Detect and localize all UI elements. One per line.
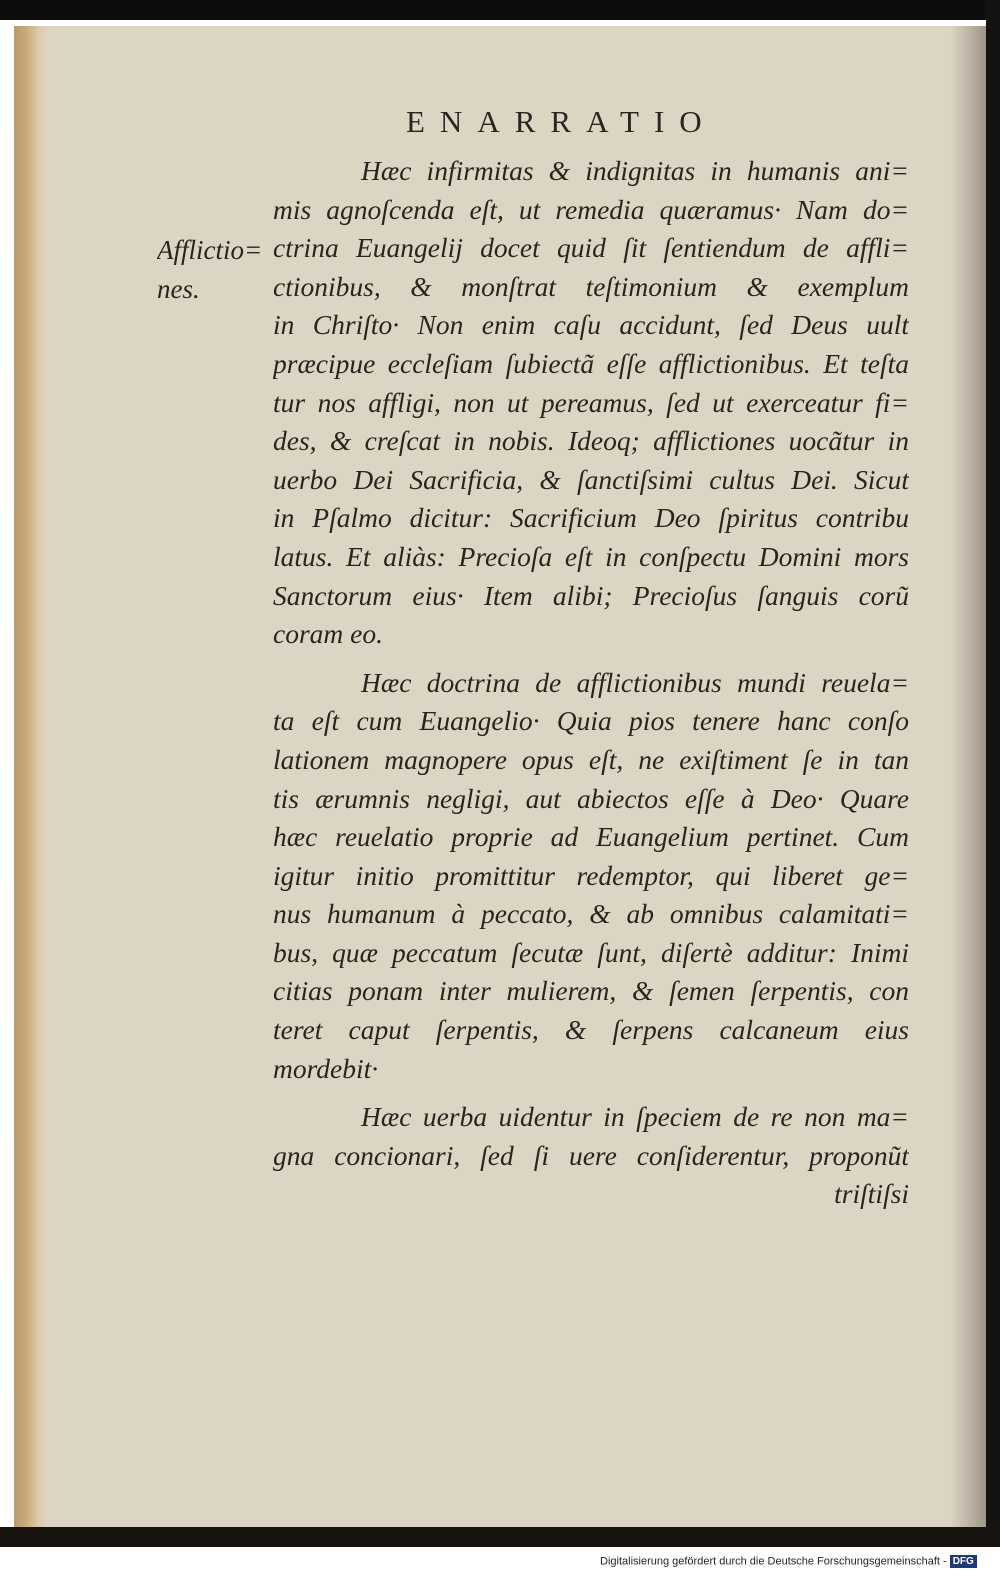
paragraph-1 [273,152,909,654]
text-line: nus humanum à peccato, & ab omnibus calamitati= [273,898,909,930]
text-line: mis agnoſcenda eſt, ut remedia quæramus· Nam do= [273,193,909,225]
text-line: coram eo. [273,618,383,650]
marginal-line: Afflictio= [157,235,263,265]
paragraph-3 [273,1098,909,1214]
text-line: Hæc doctrina de afflictionibus mundi reuela= [361,666,909,698]
text-line: in Pſalmo dicitur: Sacrificium Deo ſpiritus contribu [273,502,909,534]
text-line: hæc reuelatio proprie ad Euangelium pertinet. Cum [273,821,909,853]
marginal-note [157,231,277,308]
text-line: lationem magnopere opus eſt, ne exiſtiment ſe in tan [273,743,909,775]
text-line: tis ærumnis negligi, aut abiectos eſſe à Deo· Quare [273,782,909,814]
page-gutter-edge [14,26,48,1530]
paragraph-2 [273,664,909,1089]
text-line: uerbo Dei Sacrificia, & ſanctiſsimi cultus Dei. Sicut [273,463,909,495]
text-line: des, & creſcat in nobis. Ideoq; afflictiones uocãtur in [273,425,909,457]
scan-border-top [0,0,1000,20]
paragraph-gap [273,654,909,664]
text-line: igitur initio promittitur redemptor, qui liberet ge= [273,859,909,891]
catchword: triſtiſsi [834,1178,909,1210]
text-line: latus. Et aliàs: Precioſa eſt in conſpectu Domini mors [273,540,909,572]
credit-text: Digitalisierung gefördert durch die Deutsche Forschungsgemeinschaft - [600,1555,947,1568]
text-line: mordebit· [273,1052,379,1084]
text-line: gna concionari, ſed ſi uere conſiderentur, proponũt [273,1139,909,1171]
body-text [273,152,909,1214]
text-line: Hæc uerba uidentur in ſpeciem de re non ma= [361,1101,909,1133]
digitization-credit [600,1555,990,1568]
text-line: in Chriſto· Non enim caſu accidunt, ſed Deus uult [273,309,909,341]
text-line: Sanctorum eius· Item alibi; Precioſus ſanguis corũ [273,579,909,611]
text-line: ta eſt cum Euangelio· Quia pios tenere hanc conſo [273,705,909,737]
scan-border-right [986,0,1000,1545]
text-line: ctrina Euangelij docet quid ſit ſentiendum de affli= [273,232,909,264]
page-right-shadow [950,26,986,1530]
scan-border-bottom [0,1527,1000,1547]
dfg-logo: DFG [950,1555,977,1568]
text-line: ctionibus, & monſtrat teſtimonium & exemplum [273,270,909,302]
text-line: bus, quæ peccatum ſecutæ ſunt, diſertè additur: Inimi [273,936,909,968]
paragraph-gap [273,1088,909,1098]
text-line: teret caput ſerpentis, & ſerpens calcaneum eius [273,1014,909,1046]
running-head: ENARRATIO [406,104,717,139]
text-line: citias ponam inter mulierem, & ſemen ſerpentis, con [273,975,909,1007]
text-line: præcipue eccleſiam ſubiectã eſſe afflictionibus. Et teſta [273,347,909,379]
marginal-line: nes. [157,273,200,304]
text-line: Hæc infirmitas & indignitas in humanis ani= [361,155,909,186]
text-line: tur nos affligi, non ut pereamus, ſed ut exerceatur fi= [273,386,909,418]
